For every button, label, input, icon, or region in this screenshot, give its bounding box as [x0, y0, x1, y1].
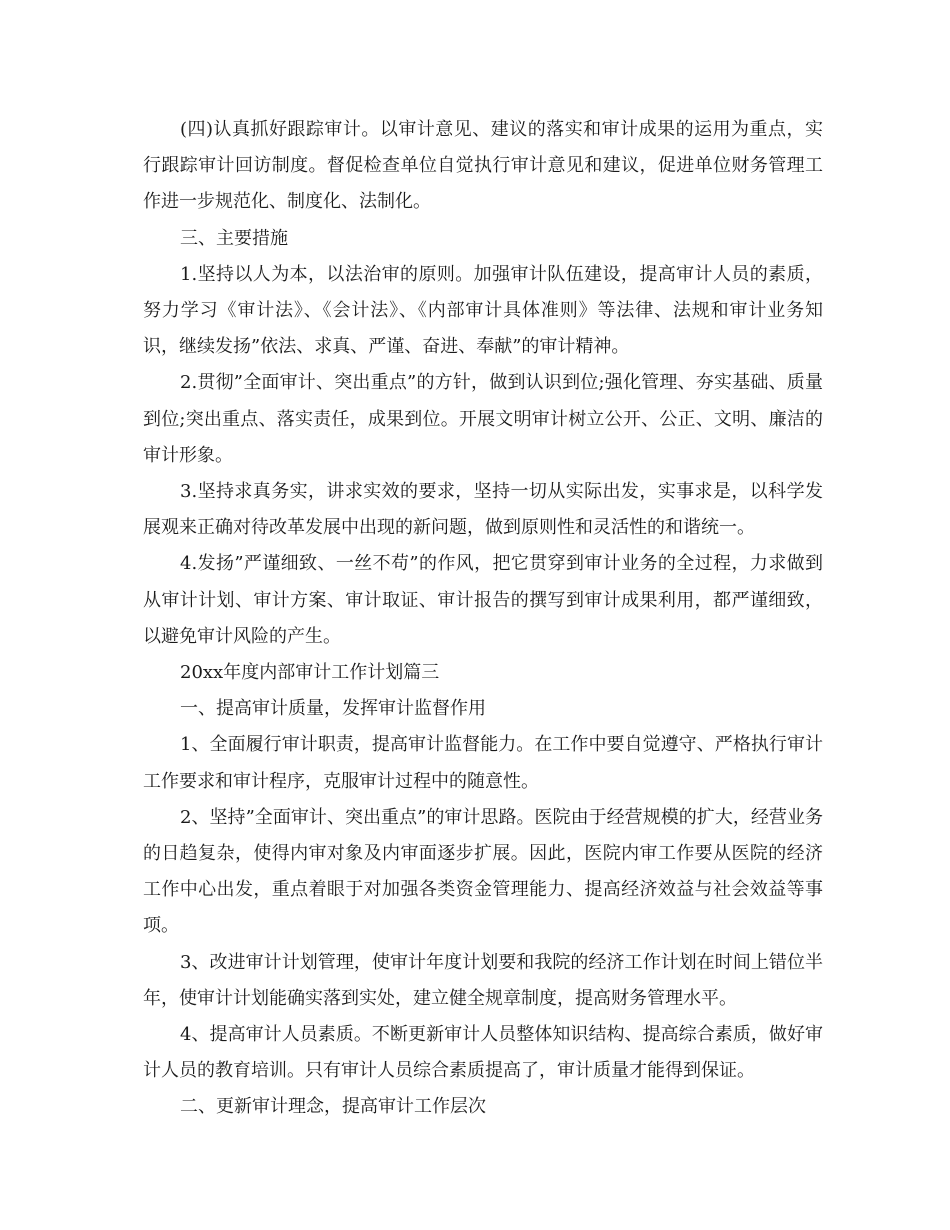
paragraph-quality-1: 1、全面履行审计职责，提高审计监督能力。在工作中要自觉遵守、严格执行审计工作要求和审计程序，克服审计过程中的随意性。 — [143, 734, 823, 792]
paragraph-quality-4: 4、提高审计人员素质。不断更新审计人员整体知识结构、提高综合素质，做好审计人员的教育培训。只有审计人员综合素质提高了，审计质量才能得到保证。 — [143, 1024, 823, 1082]
paragraph-measure-1: 1.坚持以人为本，以法治审的原则。加强审计队伍建设，提高审计人员的素质，努力学习《审计法》、《会计法》、《内部审计具体准则》等法律、法规和审计业务知识，继续发扬”依法、求真、严谨、奋进、奉献”的审计精神。 — [143, 263, 823, 358]
section-heading-audit-quality: 一、提高审计质量，发挥审计监督作用 — [180, 698, 486, 720]
paragraph-measure-3: 3.坚持求真务实，讲求实效的要求，坚持一切从实际出发，实事求是，以科学发展观来正确对待改革发展中出现的新问题，做到原则性和灵活性的和谐统一。 — [143, 481, 823, 539]
paragraph-measure-4: 4.发扬”严谨细致、一丝不苟”的作风，把它贯穿到审计业务的全过程，力求做到从审计计划、审计方案、审计取证、审计报告的撰写到审计成果利用，都严谨细致，以避免审计风险的产生。 — [143, 553, 823, 647]
paragraph-quality-3: 3、改进审计计划管理，使审计年度计划要和我院的经济工作计划在时间上错位半年，使审计计划能确实落到实处，建立健全规章制度，提高财务管理水平。 — [143, 951, 823, 1009]
document-section-title: 20xx年度内部审计工作计划篇三 — [180, 662, 440, 684]
document-body — [143, 112, 823, 1126]
section-heading-audit-concept: 二、更新审计理念，提高审计工作层次 — [180, 1096, 486, 1118]
paragraph-measure-2: 2.贯彻”全面审计、突出重点”的方针，做到认识到位;强化管理、夯实基础、质量到位;突出重点、落实责任，成果到位。开展文明审计树立公开、公正、文明、廉洁的审计形象。 — [143, 372, 823, 466]
paragraph-quality-2: 2、坚持”全面审计、突出重点”的审计思路。医院由于经营规模的扩大，经营业务的日趋复杂，使得内审对象及内审面逐步扩展。因此，医院内审工作要从医院的经济工作中心出发，重点着眼于对加强各类资金管理能力、提高经济效益与社会效益等事项。 — [143, 806, 823, 937]
paragraph-tracking-audit: (四)认真抓好跟踪审计。以审计意见、建议的落实和审计成果的运用为重点，实行跟踪审计回访制度。督促检查单位自觉执行审计意见和建议，促进单位财务管理工作进一步规范化、制度化、法制化。 — [143, 119, 823, 213]
section-heading-main-measures: 三、主要措施 — [180, 227, 288, 249]
